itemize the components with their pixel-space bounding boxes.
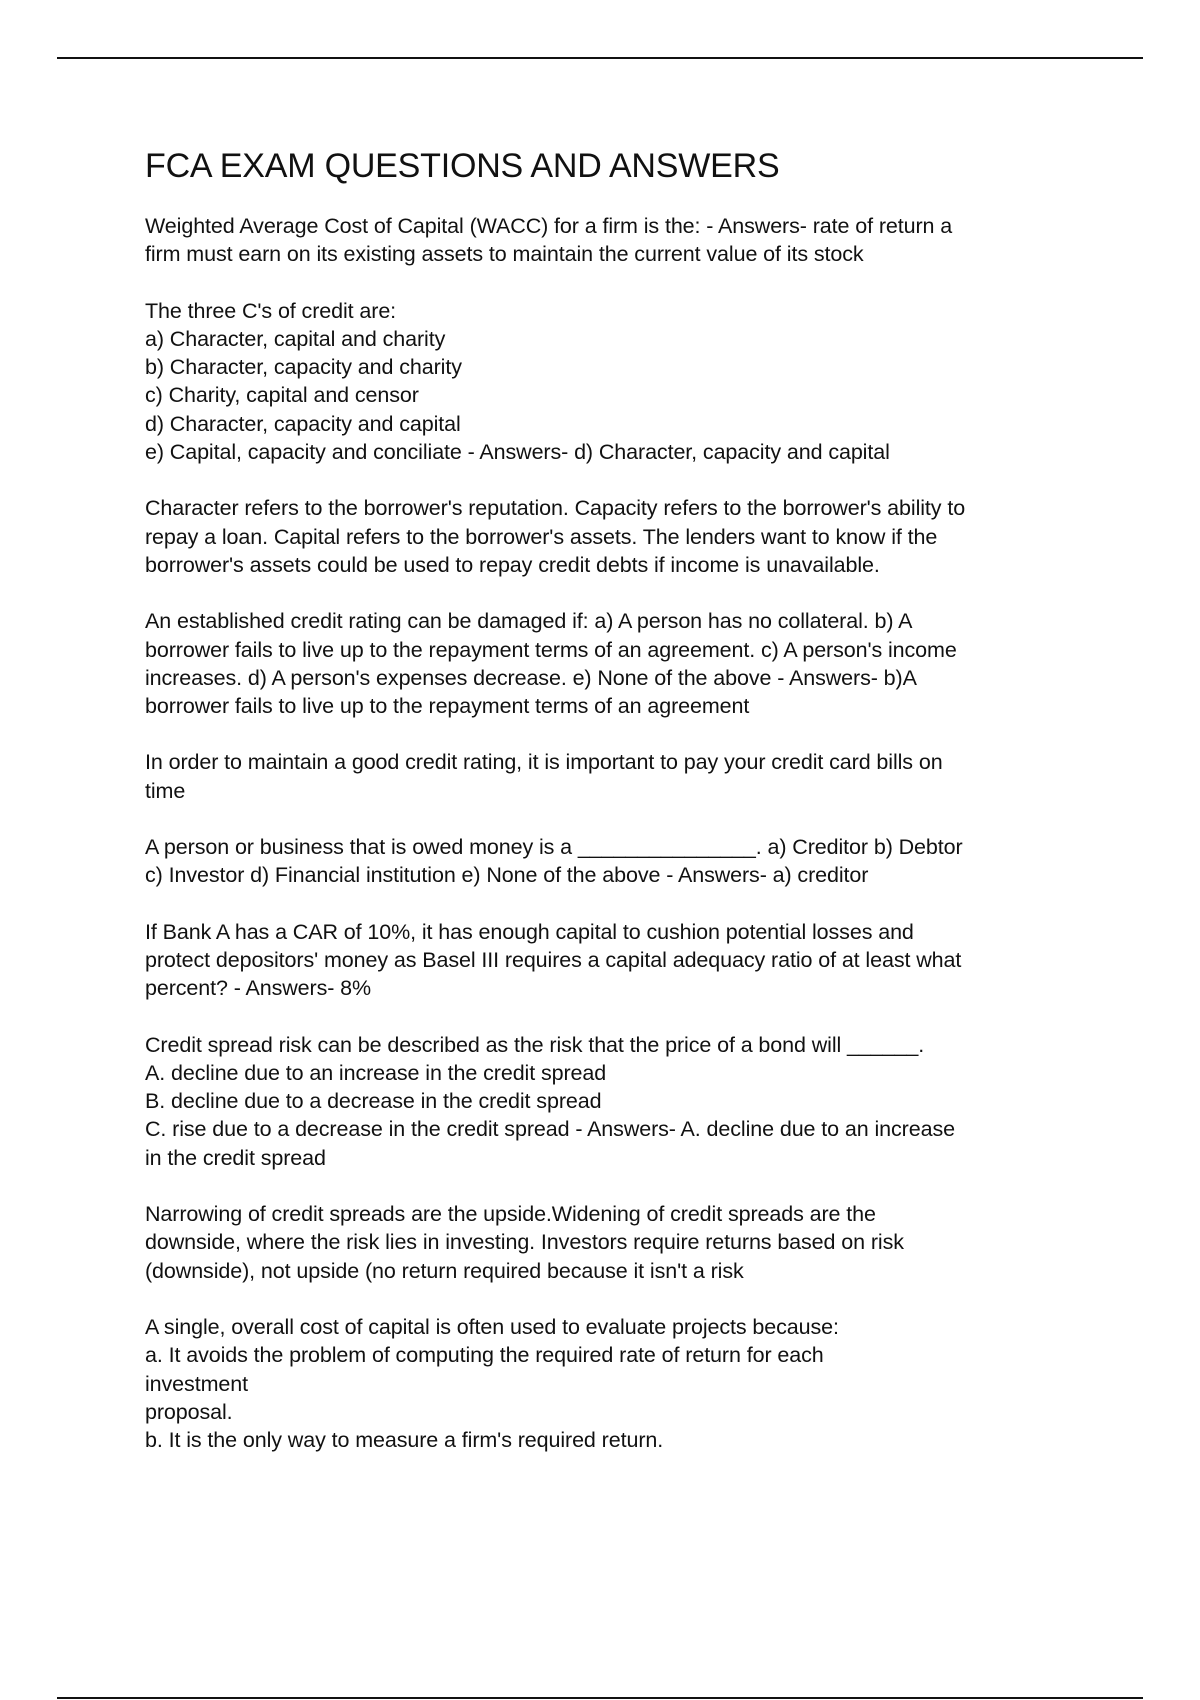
text-line: In order to maintain a good credit rating, it is important to pay your credit card bills on — [145, 750, 943, 775]
text-line: C. rise due to a decrease in the credit spread - Answers- A. decline due to an increase — [145, 1117, 955, 1142]
question-block — [145, 1313, 1085, 1454]
text-line: c) Charity, capital and censor — [145, 383, 419, 408]
text-line: d) Character, capacity and capital — [145, 411, 461, 436]
top-divider — [57, 57, 1143, 59]
text-line: protect depositors' money as Basel III requires a capital adequacy ratio of at least what — [145, 947, 962, 972]
question-block — [145, 1031, 1085, 1172]
text-line: b. It is the only way to measure a firm's required return. — [145, 1428, 664, 1453]
text-line: If Bank A has a CAR of 10%, it has enough capital to cushion potential losses and — [145, 919, 914, 944]
text-line: proposal. — [145, 1399, 233, 1424]
text-line: firm must earn on its existing assets to maintain the current value of its stock — [145, 242, 864, 267]
text-line: Weighted Average Cost of Capital (WACC) for a firm is the: - Answers- rate of return a — [145, 214, 953, 238]
text-line: B. decline due to a decrease in the credit spread — [145, 1089, 602, 1114]
question-list — [145, 212, 1085, 1454]
text-line: time — [145, 778, 186, 803]
text-line: Character refers to the borrower's reputation. Capacity refers to the borrower's ability to — [145, 496, 966, 521]
question-block — [145, 918, 1085, 1003]
text-line: borrower fails to live up to the repayment terms of an agreement — [145, 694, 750, 719]
text-line: borrower's assets could be used to repay credit debts if income is unavailable. — [145, 552, 880, 577]
text-line: Credit spread risk can be described as the risk that the price of a bond will ______. — [145, 1032, 925, 1057]
question-block — [145, 607, 1085, 720]
text-line: borrower fails to live up to the repayment terms of an agreement. c) A person's income — [145, 637, 957, 662]
text-line: (downside), not upside (no return required because it isn't a risk — [145, 1258, 744, 1283]
text-line: in the credit spread — [145, 1145, 326, 1170]
text-line: investment — [145, 1371, 248, 1396]
text-line: An established credit rating can be damaged if: a) A person has no collateral. b) A — [145, 609, 913, 634]
text-line: The three C's of credit are: — [145, 298, 397, 323]
text-line: A single, overall cost of capital is often used to evaluate projects because: — [145, 1314, 839, 1339]
text-line: b) Character, capacity and charity — [145, 355, 462, 380]
text-line: A. decline due to an increase in the credit spread — [145, 1060, 607, 1085]
text-line: repay a loan. Capital refers to the borrower's assets. The lenders want to know if the — [145, 524, 938, 549]
text-line: percent? - Answers- 8% — [145, 976, 372, 1001]
text-line: e) Capital, capacity and conciliate - Answers- d) Character, capacity and capital — [145, 440, 890, 465]
question-block — [145, 833, 1085, 890]
text-line: a. It avoids the problem of computing the required rate of return for each — [145, 1343, 824, 1368]
document-title: FCA EXAM QUESTIONS AND ANSWERS — [145, 147, 780, 185]
text-line: increases. d) A person's expenses decrease. e) None of the above - Answers- b)A — [145, 665, 917, 690]
question-block — [145, 748, 1085, 805]
bottom-divider — [57, 1697, 1143, 1699]
text-line: c) Investor d) Financial institution e) None of the above - Answers- a) creditor — [145, 863, 869, 888]
text-line: a) Character, capital and charity — [145, 326, 446, 351]
text-line: downside, where the risk lies in investing. Investors require returns based on risk — [145, 1230, 904, 1255]
question-block — [145, 1200, 1085, 1285]
question-block — [145, 297, 1085, 467]
text-line: A person or business that is owed money is a _______________. a) Creditor b) Debtor — [145, 835, 963, 860]
text-line: Narrowing of credit spreads are the upside.Widening of credit spreads are the — [145, 1202, 876, 1227]
question-block — [145, 494, 1085, 579]
question-block — [145, 212, 1085, 269]
document-body — [145, 142, 1085, 1482]
